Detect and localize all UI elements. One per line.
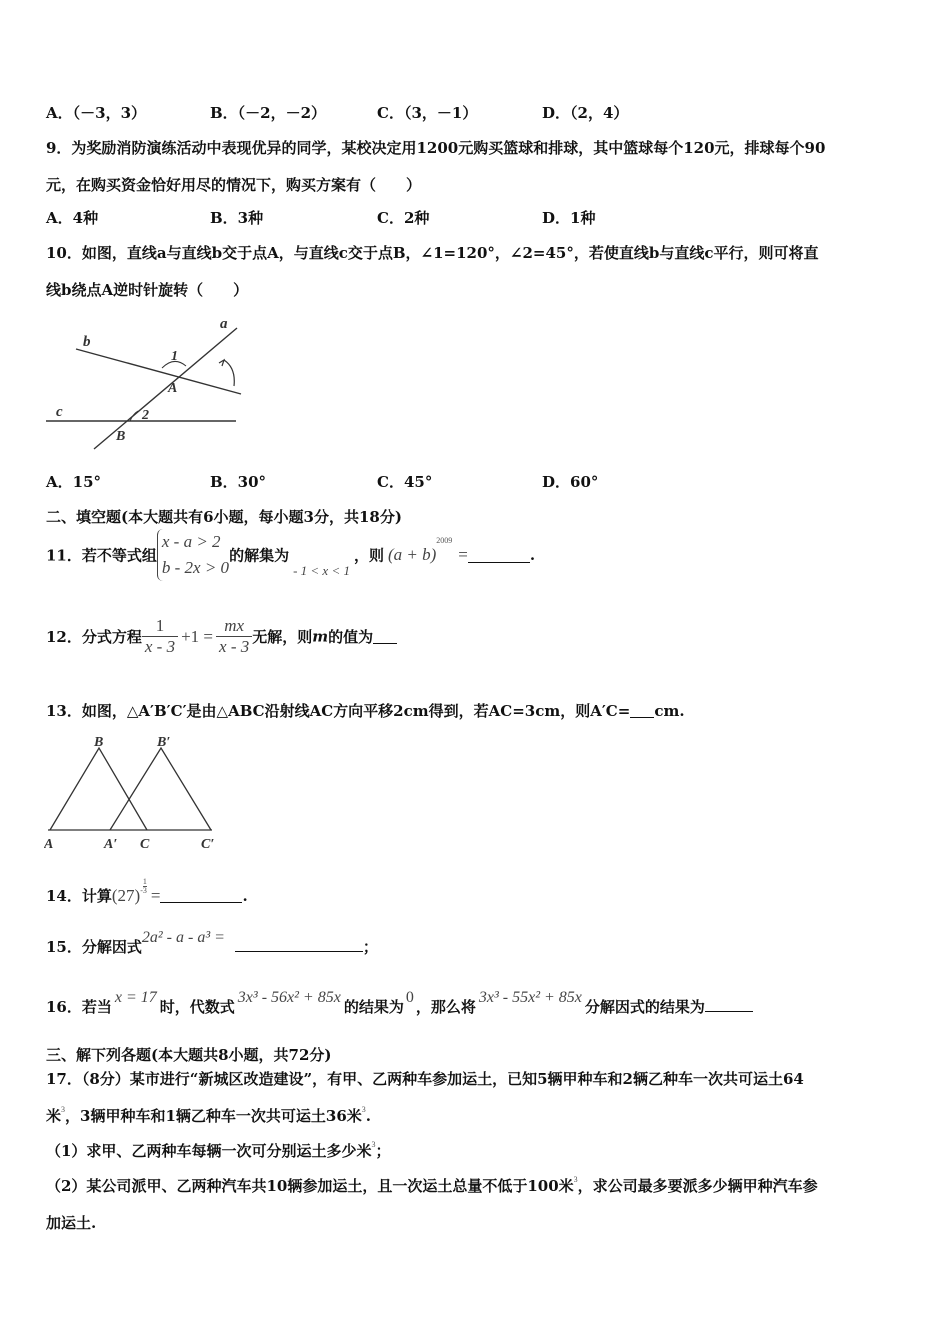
q15-answer-blank[interactable] bbox=[235, 937, 363, 952]
q9-option-a: A．4种 bbox=[46, 209, 99, 227]
q12-fraction-1 bbox=[142, 616, 178, 657]
q13-text-a: 13．如图，△A′B′C′是由△ABC沿射线AC方向平移2cm得到，若AC=3cm，则A′C= bbox=[46, 702, 631, 720]
q15-expr: 2a² - a - a³ = bbox=[141, 929, 225, 946]
q8-option-c: C．（3，－1） bbox=[377, 104, 478, 122]
q10-text-line2: 线b绕点A逆时针旋转（ ） bbox=[46, 281, 249, 299]
q16-condition: x = 17 bbox=[114, 989, 157, 1006]
q17-line2a: 米 bbox=[46, 1107, 62, 1125]
q9-option-b: B．3种 bbox=[210, 209, 264, 227]
q8-option-d: D．（2，4） bbox=[542, 104, 629, 122]
q16-expr1: 3x³ - 56x² + 85x bbox=[237, 989, 341, 1006]
q10-option-d: D．60° bbox=[542, 473, 599, 491]
q14-prefix: 14．计算 bbox=[46, 887, 112, 905]
q16-mid2: 的结果为 bbox=[343, 998, 404, 1016]
q12-fraction-2 bbox=[216, 616, 252, 657]
q10-figure bbox=[44, 316, 244, 452]
label-c: c bbox=[56, 404, 63, 420]
label-c-prime: C′ bbox=[201, 837, 215, 852]
q14 bbox=[46, 878, 248, 906]
q17-cube-4: 3 bbox=[573, 1175, 578, 1184]
q14-answer-blank[interactable] bbox=[160, 888, 242, 903]
q11-prefix: 11．若不等式组 bbox=[46, 546, 157, 565]
label-b-prime: B′ bbox=[157, 735, 171, 750]
label-angle-2: 2 bbox=[142, 408, 149, 423]
q17-part1b: ； bbox=[375, 1142, 391, 1160]
q16-mid1: 时，代数式 bbox=[159, 998, 235, 1016]
section3-heading: 三、解下列各题(本大题共8小题，共72分) bbox=[46, 1046, 332, 1064]
q12-suffix-a: 无解，则 bbox=[252, 628, 313, 646]
q11-end: . bbox=[529, 546, 536, 564]
line-b bbox=[76, 349, 241, 394]
q17-part1a: （1）求甲、乙两种车每辆一次可分别运土多少米 bbox=[46, 1142, 372, 1160]
q17-line2b: ，3辆甲种车和1辆乙种车一次共可运土36米 bbox=[65, 1107, 362, 1125]
q9-option-d: D．1种 bbox=[542, 209, 596, 227]
q12-frac1-den: x - 3 bbox=[142, 636, 178, 657]
q13 bbox=[46, 700, 685, 721]
triangle-abc bbox=[50, 748, 147, 830]
q10-option-b: B．30° bbox=[210, 473, 267, 491]
q10-text-line1: 10．如图，直线a与直线b交于点A，与直线c交于点B，∠1=120°，∠2=45°，若使直线b与直线c平行，则可将直 bbox=[46, 244, 819, 262]
q10-option-a: A．15° bbox=[46, 473, 102, 491]
label-a-prime: A′ bbox=[104, 837, 118, 852]
q15-end: ； bbox=[362, 938, 378, 956]
q13-text-b: cm. bbox=[654, 702, 685, 720]
label-c: C bbox=[140, 837, 150, 852]
q15-prefix: 15．分解因式 bbox=[46, 938, 142, 956]
q17-text-last: 加运土. bbox=[46, 1214, 97, 1232]
q11-eq1: x - a > 2 bbox=[161, 532, 221, 551]
q17-text-line1: 17．（8分）某市进行“新城区改造建设”，有甲、乙两种车参加运土，已知5辆甲种车和2辆乙种车一次共可运土64 bbox=[46, 1070, 804, 1088]
q12-m: m bbox=[312, 627, 329, 646]
q15 bbox=[46, 928, 378, 957]
q14-end: . bbox=[242, 887, 248, 905]
q14-equals: = bbox=[150, 886, 161, 905]
q17-part1 bbox=[46, 1140, 390, 1161]
q12-frac2-num: mx bbox=[224, 616, 245, 635]
q17-text-line2 bbox=[46, 1105, 371, 1126]
arrow-head-icon bbox=[219, 360, 224, 366]
q12-prefix: 12．分式方程 bbox=[46, 628, 142, 646]
label-point-a: A bbox=[168, 381, 178, 396]
q10-option-c: C．45° bbox=[377, 473, 433, 491]
q16-answer-blank[interactable] bbox=[705, 997, 753, 1012]
rotation-arrow-icon bbox=[224, 360, 234, 386]
q11-eq2: b - 2x > 0 bbox=[161, 558, 230, 577]
q17-cube-3: 3 bbox=[371, 1140, 376, 1149]
q14-exponent: - $\frac{1}{3}$ bbox=[140, 877, 147, 895]
q11-mid: 的解集为 bbox=[229, 546, 290, 565]
q8-option-b: B．（－2，－2） bbox=[210, 104, 327, 122]
section2-heading: 二、填空题(本大题共有6小题，每小题3分，共18分) bbox=[46, 508, 402, 526]
q11-answer-blank[interactable] bbox=[468, 548, 530, 563]
label-a: A bbox=[44, 837, 54, 852]
q11-system bbox=[157, 529, 229, 581]
q13-answer-blank[interactable] bbox=[630, 703, 654, 718]
q12 bbox=[46, 616, 397, 657]
q11-exponent: 2009 bbox=[436, 536, 453, 545]
q16-expr2: 3x³ - 55x² + 85x bbox=[478, 989, 582, 1006]
q14-exp-num: 1 bbox=[142, 877, 147, 886]
q17-cube-1: 3 bbox=[61, 1105, 66, 1114]
label-b: B bbox=[94, 735, 104, 750]
q9-option-c: C．2种 bbox=[377, 209, 430, 227]
q11 bbox=[46, 529, 535, 581]
triangle-a2b2c2 bbox=[110, 748, 211, 830]
q16-prefix: 16．若当 bbox=[46, 998, 112, 1016]
q16-mid3: ，那么将 bbox=[415, 998, 476, 1016]
q17-line2c: . bbox=[365, 1107, 371, 1125]
q17-part2b: ，求公司最多要派多少辆甲种汽车参 bbox=[577, 1177, 818, 1195]
q13-figure bbox=[44, 732, 216, 854]
q14-base: (27) bbox=[111, 886, 141, 905]
q8-option-a: A．（－3，3） bbox=[46, 104, 147, 122]
label-a: a bbox=[220, 316, 228, 332]
q12-frac1-num: 1 bbox=[155, 616, 165, 635]
label-point-b: B bbox=[116, 429, 126, 444]
q11-expr: (a + b) bbox=[388, 545, 437, 564]
q16-suffix: 分解因式的结果为 bbox=[584, 998, 705, 1016]
q17-part2 bbox=[46, 1175, 818, 1196]
q17-part2a: （2）某公司派甲、乙两种汽车共10辆参加运土，且一次运土总量不低于100米 bbox=[46, 1177, 574, 1195]
q11-comma: ，则 bbox=[353, 546, 384, 565]
q9-text-line1: 9．为奖励消防演练活动中表现优异的同学，某校决定用1200元购买篮球和排球，其中篮球每个120元，排球每个90 bbox=[46, 139, 826, 157]
q9-text-line2: 元，在购买资金恰好用尽的情况下，购买方案有（ ） bbox=[46, 176, 422, 194]
q16 bbox=[46, 988, 753, 1017]
q12-answer-blank[interactable] bbox=[373, 629, 397, 644]
q11-equals: = bbox=[458, 545, 468, 564]
label-b: b bbox=[83, 334, 91, 350]
q17-cube-2: 3 bbox=[361, 1105, 366, 1114]
q11-solution: - 1 < x < 1 bbox=[293, 563, 350, 578]
q12-plus: +1 = bbox=[181, 626, 214, 646]
q12-frac2-den: x - 3 bbox=[216, 636, 252, 657]
q16-zero: 0 bbox=[405, 989, 414, 1006]
q14-exp-den: 3 bbox=[142, 886, 147, 895]
label-angle-1: 1 bbox=[171, 349, 178, 364]
q12-suffix-b: 的值为 bbox=[328, 628, 374, 646]
